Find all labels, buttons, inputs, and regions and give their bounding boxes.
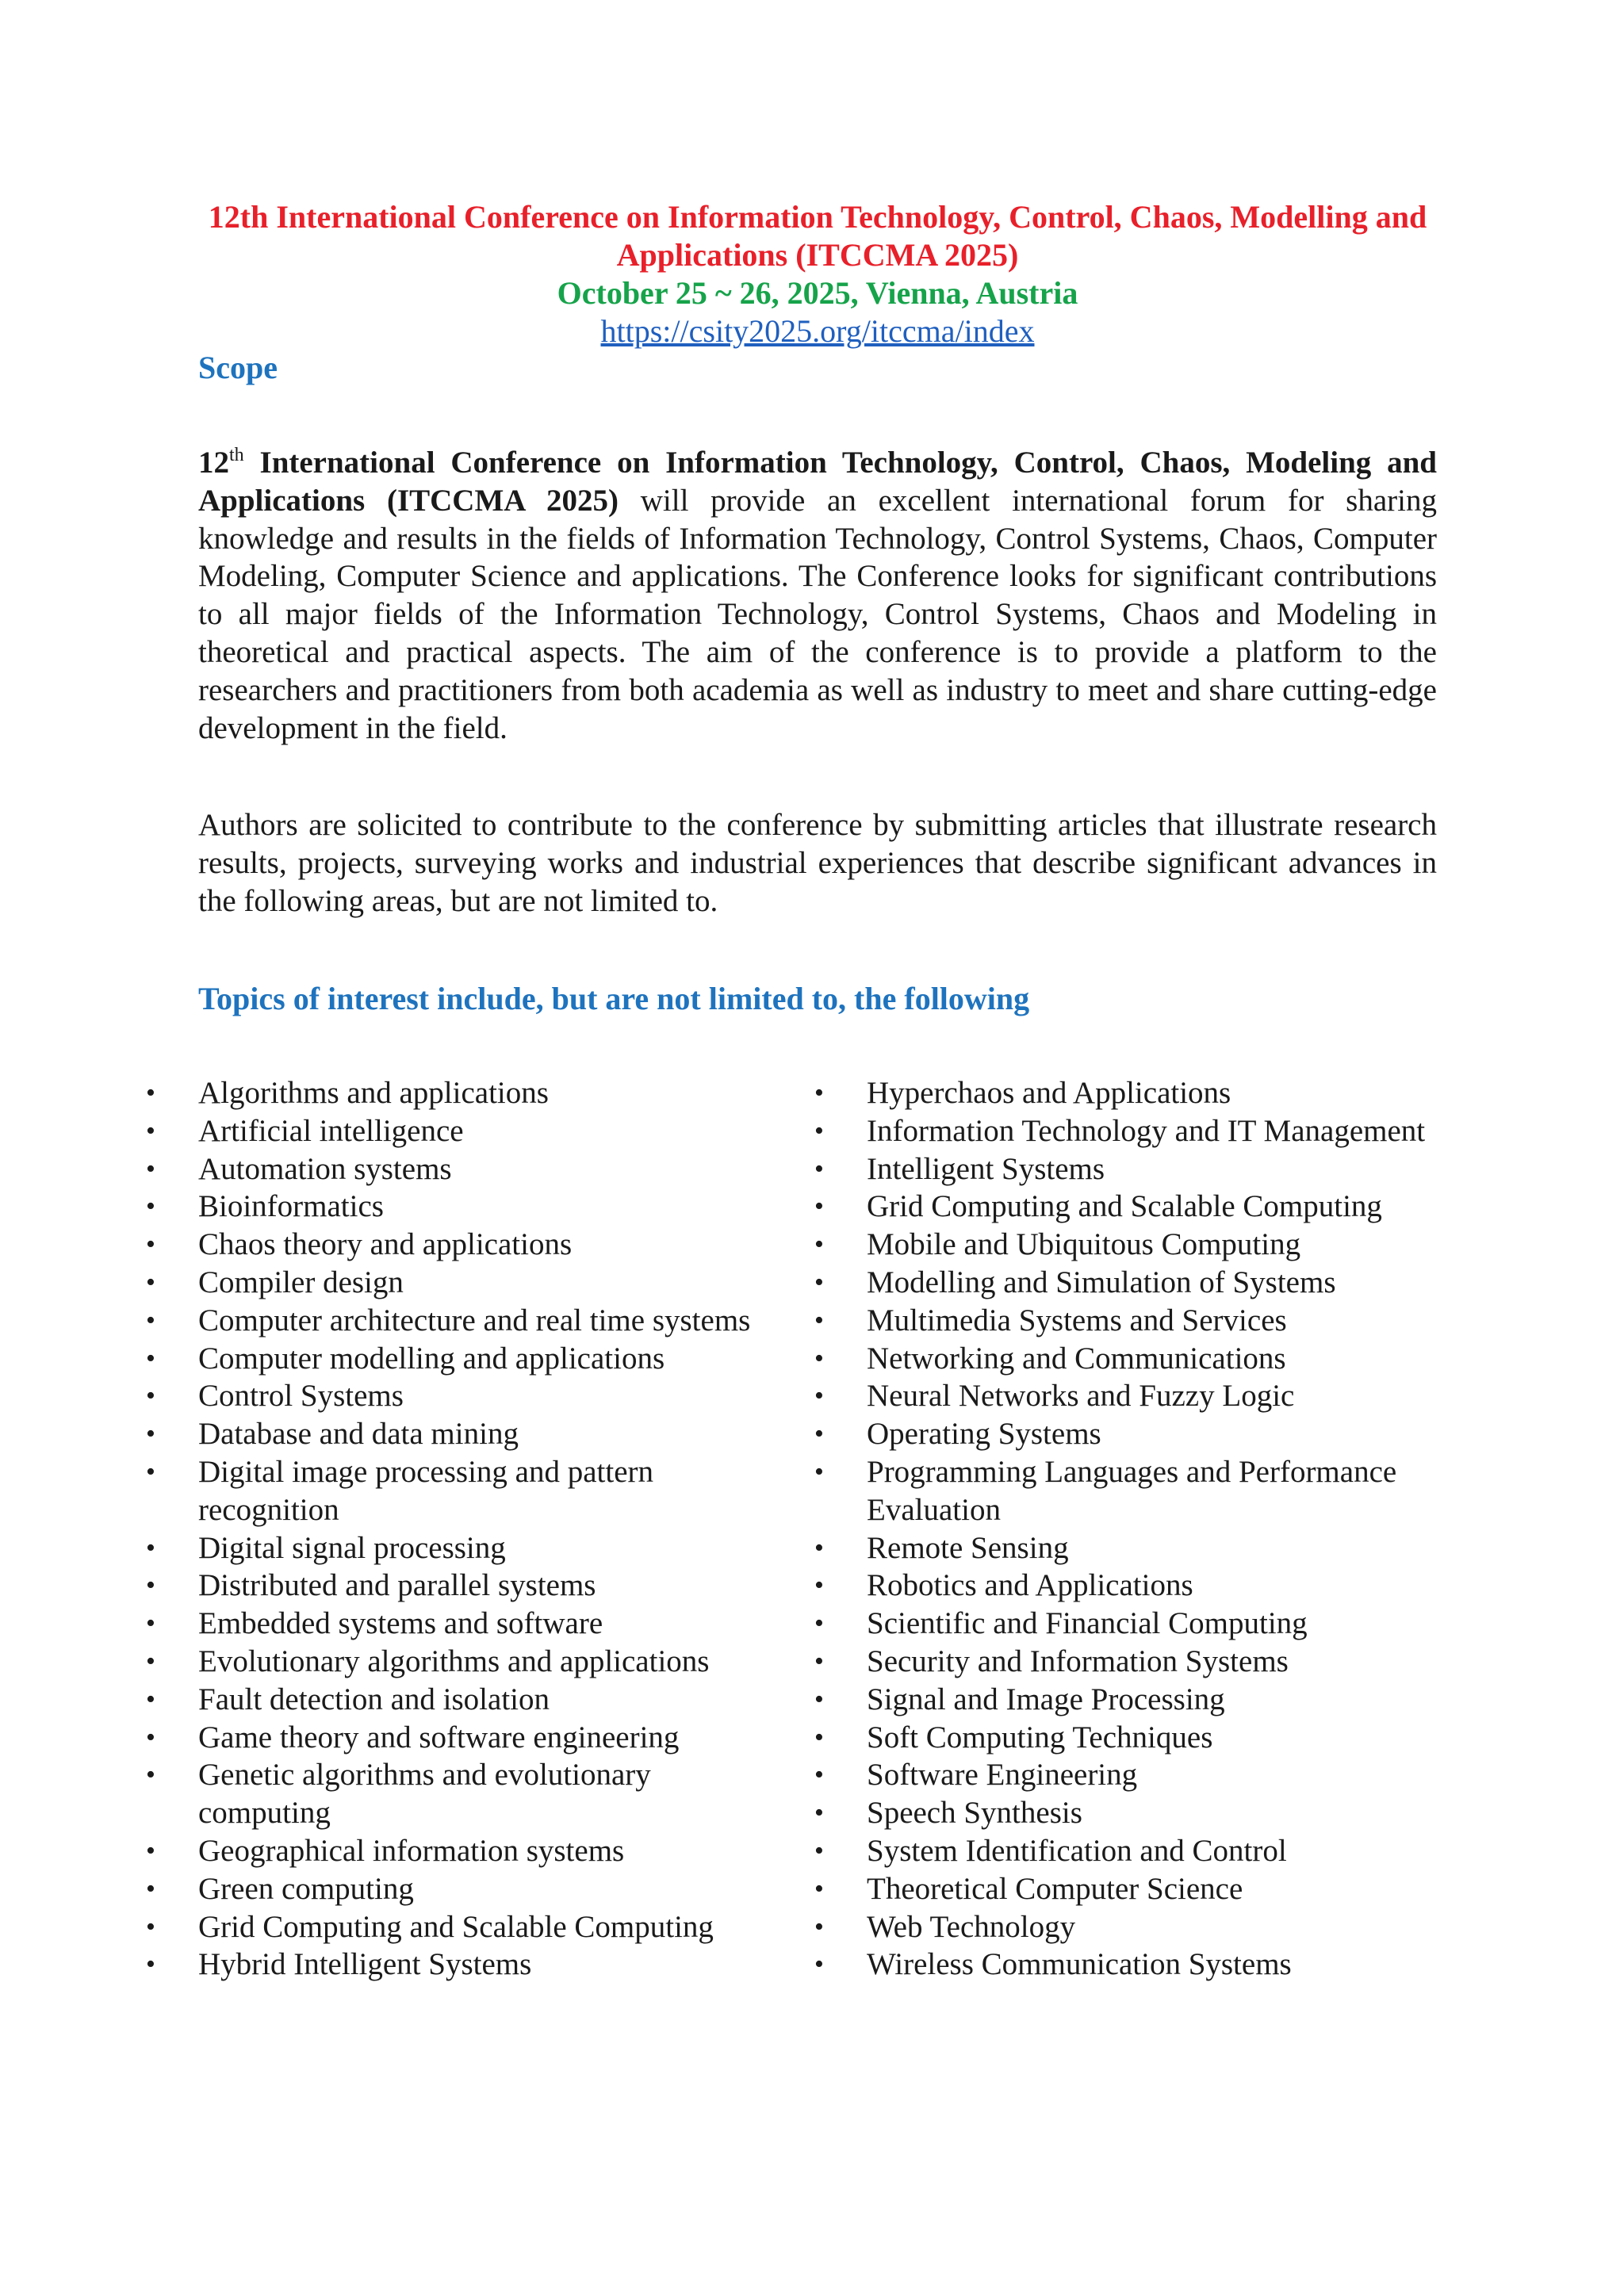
conference-url-link[interactable]: https://csity2025.org/itccma/index: [600, 313, 1035, 349]
scope-description: will provide an excellent international forum for sharing knowledge and results in the fields of Information Technology, Control Systems, Chaos, Computer Modeling, Computer Science and applications. The Conference looks for significant contributions to all major fields of the Information Technology, Control Systems, Chaos and Modeling in theoretical and practical aspects. The aim of the conference is to provide a platform to the researchers and practitioners from both academia as well as industry to meet and share cutting-edge development in the field.: [198, 483, 1437, 745]
topic-list-item: • Information Technology and IT Management: [867, 1112, 1454, 1150]
topic-list-item: • Speech Synthesis: [867, 1794, 1454, 1832]
topic-list-item: • Mobile and Ubiquitous Computing: [867, 1226, 1454, 1264]
topic-list-item: • Multimedia Systems and Services: [867, 1302, 1454, 1340]
topic-list-item: • Wireless Communication Systems: [867, 1946, 1454, 1984]
topic-list-item: • Algorithms and applications: [198, 1074, 785, 1112]
topic-list-item: • Automation systems: [198, 1150, 785, 1188]
topic-list-item: • Signal and Image Processing: [867, 1681, 1454, 1719]
topic-list-item: • Computer modelling and applications: [198, 1340, 785, 1378]
scope-conference-name: International Conference on Information Technology, Control, Chaos, Modeling and Applications (ITCCMA 2025): [198, 446, 1437, 518]
topic-list-item: • Theoretical Computer Science: [867, 1870, 1454, 1908]
topic-list-item: • Chaos theory and applications: [198, 1226, 785, 1264]
topic-list-item: • Database and data mining: [198, 1415, 785, 1453]
topic-list-item: • Grid Computing and Scalable Computing: [198, 1908, 785, 1946]
topic-list-item: • Fault detection and isolation: [198, 1681, 785, 1719]
topic-list-item: • Bioinformatics: [198, 1188, 785, 1226]
topic-list-item: • Compiler design: [198, 1264, 785, 1302]
conference-title: 12th International Conference on Information Technology, Control, Chaos, Modelling and Applications (ITCCMA 2025): [208, 199, 1427, 273]
topic-list-item: • System Identification and Control: [867, 1832, 1454, 1870]
topic-list-item: • Modelling and Simulation of Systems: [867, 1264, 1454, 1302]
topic-list-item: • Evolutionary algorithms and applications: [198, 1643, 785, 1681]
topic-list-item: • Networking and Communications: [867, 1340, 1454, 1378]
topic-list-item: • Distributed and parallel systems: [198, 1567, 785, 1605]
topic-list-item: • Digital signal processing: [198, 1529, 785, 1567]
topic-list-item: • Scientific and Financial Computing: [867, 1605, 1454, 1643]
topic-list-item: • Software Engineering: [867, 1756, 1454, 1794]
topic-list-item: • Computer architecture and real time systems: [198, 1302, 785, 1340]
topic-list-item: • Control Systems: [198, 1377, 785, 1415]
topic-list-item: • Embedded systems and software: [198, 1605, 785, 1643]
topics-list-right: [867, 1074, 1454, 1984]
conference-dates: October 25 ~ 26, 2025, Vienna, Austria: [557, 275, 1078, 311]
topic-list-item: • Robotics and Applications: [867, 1567, 1454, 1605]
topic-list-item: • Operating Systems: [867, 1415, 1454, 1453]
call-for-papers-paragraph: Authors are solicited to contribute to the conference by submitting articles that illustrate research results, projects, surveying works and industrial experiences that describe significant advances in the following areas, but are not limited to.: [198, 808, 1437, 918]
topic-list-item: • Green computing: [198, 1870, 785, 1908]
scope-heading: Scope: [198, 350, 278, 385]
topic-list-item: • Web Technology: [867, 1908, 1454, 1946]
topic-list-item: • Soft Computing Techniques: [867, 1719, 1454, 1757]
topic-list-item: • Intelligent Systems: [867, 1150, 1454, 1188]
scope-paragraph: [198, 444, 1437, 747]
scope-ordinal-suffix: th: [229, 445, 244, 465]
topic-list-item: • Artificial intelligence: [198, 1112, 785, 1150]
topics-heading: Topics of interest include, but are not limited to, the following: [198, 981, 1030, 1016]
topic-list-item: • Hyperchaos and Applications: [867, 1074, 1454, 1112]
topic-list-item: • Geographical information systems: [198, 1832, 785, 1870]
topic-list-item: • Grid Computing and Scalable Computing: [867, 1188, 1454, 1226]
topic-list-item: • Hybrid Intelligent Systems: [198, 1946, 785, 1984]
topics-list-left: [198, 1074, 785, 1984]
topic-list-item: • Genetic algorithms and evolutionary computing: [198, 1756, 785, 1832]
topic-list-item: • Neural Networks and Fuzzy Logic: [867, 1377, 1454, 1415]
scope-number: 12: [198, 446, 229, 480]
topic-list-item: • Security and Information Systems: [867, 1643, 1454, 1681]
conference-header: [198, 198, 1437, 350]
topic-list-item: • Digital image processing and pattern recognition: [198, 1453, 785, 1529]
topic-list-item: • Game theory and software engineering: [198, 1719, 785, 1757]
topic-list-item: • Programming Languages and Performance Evaluation: [867, 1453, 1454, 1529]
topic-list-item: • Remote Sensing: [867, 1529, 1454, 1567]
